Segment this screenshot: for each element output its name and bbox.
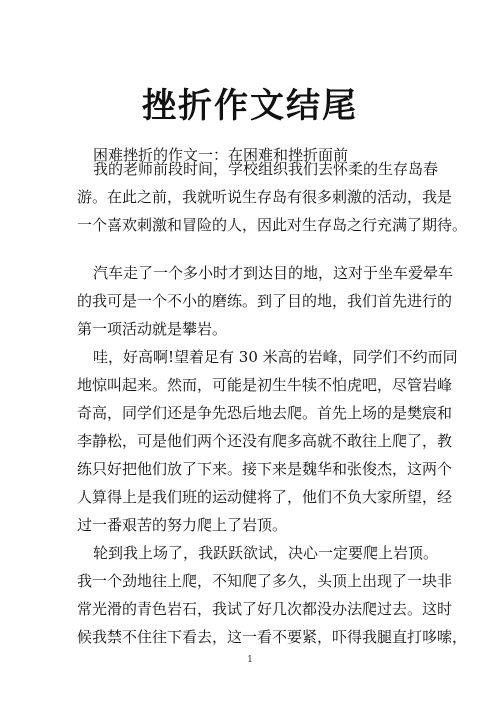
text-line: 练只好把他们放了下来。接下来是魏华和张俊杰，这两个	[77, 460, 453, 478]
text-line: 地惊叫起来。然而，可能是初生牛犊不怕虎吧，尽管岩峰	[77, 376, 453, 394]
text-line: 我一个劲地往上爬，不知爬了多久，头顶上出现了一块非	[77, 572, 453, 590]
text-line: 李静松，可是他们两个还没有爬多高就不敢往上爬了，教	[77, 432, 453, 450]
document-title: 挫折作文结尾	[142, 86, 358, 126]
document-body	[77, 0, 468, 707]
text-line: 汽车走了一个多小时才到达目的地，这对于坐车爱晕车	[93, 264, 454, 282]
text-line: 第一项活动就是攀岩。	[77, 320, 228, 338]
text-line: 候我禁不住往下看去，这一看不要紧，吓得我腿直打哆嗦，	[77, 628, 468, 646]
text-line: 的我可是一个不小的磨练。到了目的地，我们首先进行的	[77, 292, 453, 310]
text-line: 奇高，同学们还是争先恐后地去爬。首先上场的是樊宸和	[77, 404, 453, 422]
text-line: 一个喜欢刺激和冒险的人，因此对生存岛之行充满了期待。	[77, 216, 468, 234]
text-line: 常光滑的青色岩石，我试了好几次都没办法爬过去。这时	[77, 600, 453, 618]
text-line: 过一番艰苦的努力爬上了岩顶。	[77, 516, 288, 534]
text-line: 哇，好高啊!望着足有 30 米高的岩峰，同学们不约而同	[93, 348, 458, 366]
page-number: 1	[247, 655, 253, 665]
document-subtitle: 困难挫折的作文一：在困难和挫折面前	[93, 146, 349, 164]
text-line: 游。在此之前，我就听说生存岛有很多刺激的活动，我是	[77, 188, 453, 206]
text-line: 我的老师前段时间，学校组织我们去怀柔的生存岛春	[93, 160, 439, 178]
text-line: 人算得上是我们班的运动健将了，他们不负大家所望，经	[77, 488, 453, 506]
text-line: 轮到我上场了，我跃跃欲试，决心一定要爬上岩顶。	[93, 544, 439, 562]
